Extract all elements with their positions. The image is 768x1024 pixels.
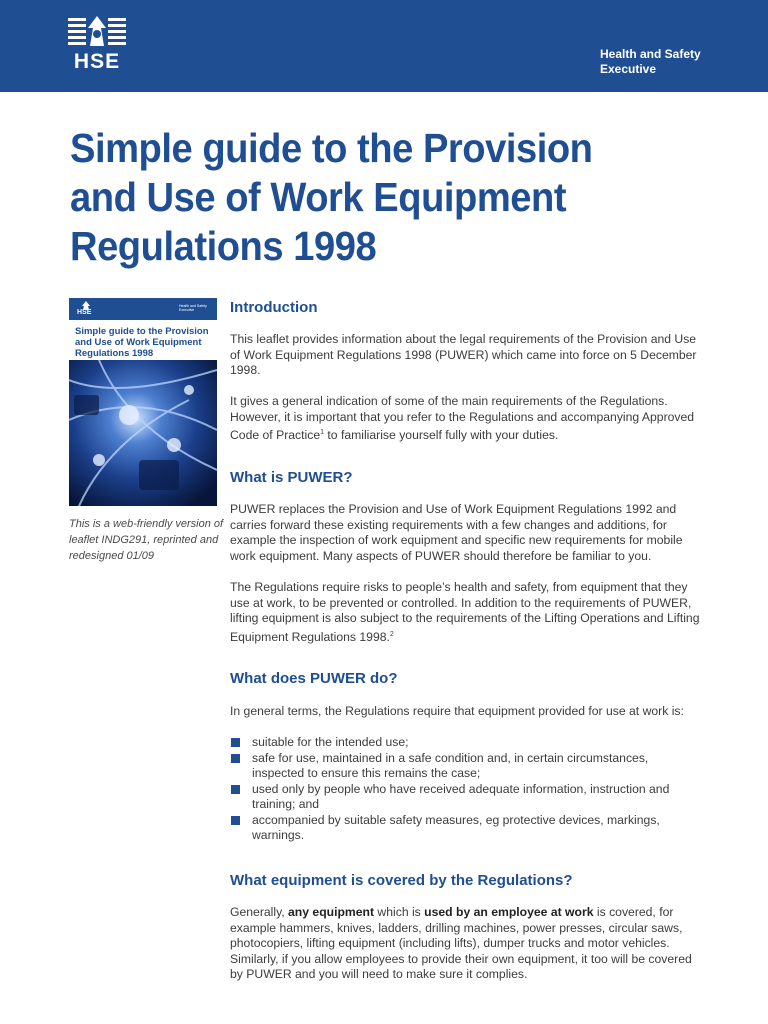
bullet-square-icon bbox=[231, 738, 240, 747]
covered-text-a: Generally, bbox=[230, 905, 289, 919]
organisation-name bbox=[600, 47, 740, 77]
list-item bbox=[230, 751, 700, 782]
list-item-text: accompanied by suitable safety measures, eg protective devices, markings, warnings. bbox=[252, 812, 660, 842]
title-line-2: and Use of Work Equipment bbox=[70, 174, 567, 220]
intro-p2-text-a: It gives a general indication of some of the main requirements of the Regulations. However, it is important that you refer to the Regulations and accompanying Approved Code of Practice bbox=[230, 394, 695, 443]
covered-paragraph bbox=[230, 905, 700, 983]
list-item-text: used only by people who have received adequate information, instruction and training; and bbox=[252, 781, 670, 811]
title-line-1: Simple guide to the Provision bbox=[70, 125, 593, 171]
bullet-square-icon bbox=[231, 785, 240, 794]
heading-what-does-puwer-do: What does PUWER do? bbox=[230, 670, 398, 687]
cover-title-line-1: Simple guide to the Provision bbox=[75, 326, 209, 337]
what-is-paragraph-2 bbox=[230, 580, 700, 645]
org-line-2: Executive bbox=[600, 62, 657, 76]
cover-caption: This is a web-friendly version of leaflet INDG291, reprinted and redesigned 01/09 bbox=[69, 518, 224, 562]
covered-bold-1: any equipment bbox=[288, 905, 375, 919]
intro-paragraph-1: This leaflet provides information about the legal requirements of the Provision and Use of Work Equipment Regulations 1998 (PUWER) which came into force on 5 December 1998. bbox=[230, 332, 697, 377]
cover-logo-text: HSE bbox=[77, 309, 92, 316]
list-item bbox=[230, 782, 700, 813]
cover-header-bar bbox=[69, 298, 217, 320]
intro-paragraph-2 bbox=[230, 394, 700, 444]
covered-text-c: which is bbox=[374, 905, 425, 919]
bullet-square-icon bbox=[231, 754, 240, 763]
cover-machinery-photo bbox=[69, 360, 217, 506]
cover-org-text: Health and Safety Executive bbox=[179, 304, 207, 312]
cover-title bbox=[75, 326, 211, 359]
heading-introduction: Introduction bbox=[230, 299, 318, 316]
intro-p2-text-b: to familiarise yourself fully with your duties. bbox=[324, 428, 559, 443]
org-line-1: Health and Safety bbox=[600, 47, 701, 61]
title-line-3: Regulations 1998 bbox=[70, 223, 377, 269]
cover-title-line-2: and Use of Work Equipment bbox=[75, 337, 202, 348]
hse-logo-text: HSE bbox=[73, 50, 121, 73]
footnote-ref-1: 1 bbox=[320, 429, 325, 436]
what-does-intro: In general terms, the Regulations require that equipment provided for use at work is: bbox=[230, 704, 684, 718]
list-item-text: safe for use, maintained in a safe condition and, in certain circumstances, inspected to ensure this remains the case; bbox=[252, 750, 649, 780]
heading-what-is-puwer: What is PUWER? bbox=[230, 469, 353, 486]
list-item-text: suitable for the intended use; bbox=[252, 735, 409, 749]
list-item bbox=[230, 735, 700, 751]
bullet-square-icon bbox=[231, 816, 240, 825]
covered-text-d: is covered, for example hammers, knives, ladders, drilling machines, power presses, circular saws, photocopiers, lifting equipment (including lifts), dumper trucks and motor vehicles. Similarly, if you allow employees to provide their own equipment, it too will be covered by PUWER and you will need to make sure it complies. bbox=[230, 905, 692, 981]
list-item bbox=[230, 813, 700, 844]
what-is-p2-text: The Regulations require risks to people’s health and safety, from equipment that they use at work, to be prevented or controlled. In addition to the requirements of PUWER, lifting equipment is also subject to the requirements of the Lifting Operations and Lifting Equipment Regulations 1998. bbox=[230, 580, 700, 644]
requirements-list bbox=[230, 735, 700, 844]
covered-bold-2: used by an employee at work bbox=[424, 905, 594, 919]
what-is-paragraph-1: PUWER replaces the Provision and Use of Work Equipment Regulations 1992 and carries forward these existing requirements with a few changes and additions, for example the inspection of work equipment and specific new requirements for mobile work equipment. Many aspects of PUWER should therefore be familiar to you. bbox=[230, 502, 683, 563]
footnote-ref-2: 2 bbox=[389, 630, 394, 638]
page-header bbox=[0, 0, 768, 92]
cover-title-line-3: Regulations 1998 bbox=[75, 348, 154, 359]
leaflet-cover-thumbnail bbox=[69, 298, 217, 506]
document-title bbox=[70, 124, 665, 271]
heading-equipment-covered: What equipment is covered by the Regulations? bbox=[230, 872, 573, 889]
